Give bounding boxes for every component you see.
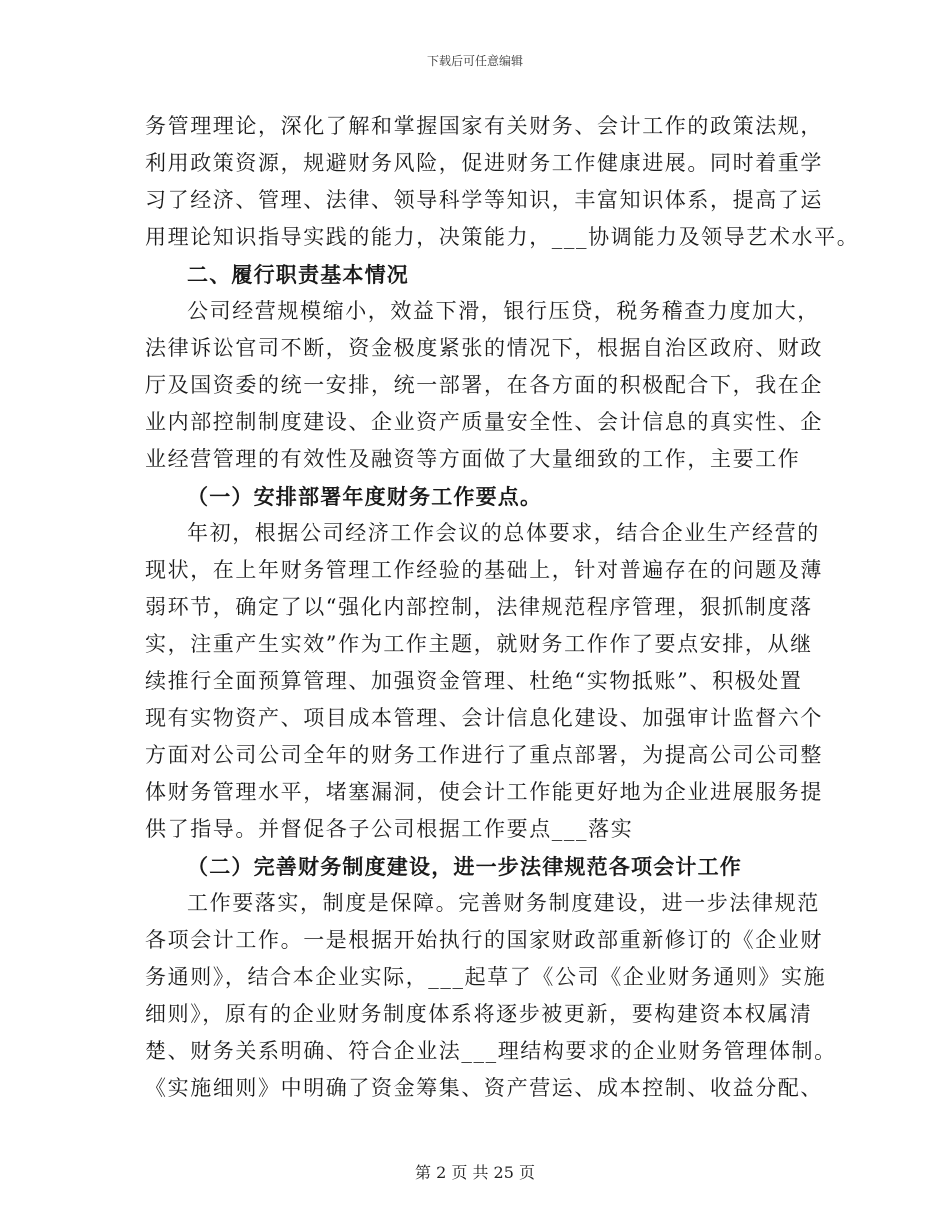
body-line: 现有实物资产、项目成本管理、会计信息化建设、加强审计监督六个	[145, 706, 823, 730]
body-line: 《实施细则》中明确了资金筹集、资产营运、成本控制、收益分配、	[145, 1076, 823, 1100]
body-line: 各项会计工作。一是根据开始执行的国家财政部重新修订的《企业财	[145, 928, 823, 952]
section-heading: 二、履行职责基本情况	[187, 262, 409, 287]
body-line: 利用政策资源，规避财务风险，促进财务工作健康进展。同时着重学	[145, 151, 823, 175]
body-line: 法律诉讼官司不断，资金极度紧张的情况下，根据自治区政府、财政	[145, 336, 823, 360]
body-line: 体财务管理水平，堵塞漏洞，使会计工作能更好地为企业进展服务提	[145, 780, 823, 804]
body-line: 续推行全面预算管理、加强资金管理、杜绝“实物抵账”、积极处置	[145, 669, 803, 693]
body-line: 细则》，原有的企业财务制度体系将逐步被更新，要构建资本权属清	[145, 1002, 813, 1026]
page-number: 第 2 页 共 25 页	[415, 1163, 535, 1182]
body-line: 习了经济、管理、法律、领导科学等知识，丰富知识体系，提高了运	[145, 188, 823, 212]
body-line: 楚、财务关系明确、符合企业法___理结构要求的企业财务管理体制。	[145, 1039, 837, 1063]
body-line: 厅及国资委的统一安排，统一部署，在各方面的积极配合下，我在企	[145, 373, 823, 397]
body-line: 实，注重产生实效”作为工作主题，就财务工作作了要点安排，从继	[145, 632, 813, 656]
paragraph-first-line: 工作要落实，制度是保障。完善财务制度建设，进一步法律规范	[187, 891, 820, 915]
subsection-heading: （一）安排部署年度财务工作要点。	[187, 484, 543, 509]
body-line: 业经营管理的有效性及融资等方面做了大量细致的工作，主要工作	[145, 447, 801, 471]
body-line: 用理论知识指导实践的能力，决策能力，___协调能力及领导艺术水平。	[145, 225, 860, 249]
body-line: 务管理理论，深化了解和掌握国家有关财务、会计工作的政策法规，	[145, 114, 823, 138]
body-line: 供了指导。并督促各子公司根据工作要点___落实	[145, 817, 634, 841]
page-header-note: 下载后可任意编辑	[426, 54, 523, 68]
subsection-heading: （二）完善财务制度建设，进一步法律规范各项会计工作	[187, 854, 742, 879]
body-line: 业内部控制制度建设、企业资产质量安全性、会计信息的真实性、企	[145, 410, 823, 434]
body-line: 弱环节，确定了以“强化内部控制，法律规范程序管理，狠抓制度落	[145, 595, 813, 619]
body-line: 务通则》，结合本企业实际，___起草了《公司《企业财务通则》实施	[145, 965, 827, 989]
body-line: 方面对公司公司全年的财务工作进行了重点部署，为提高公司公司整	[145, 743, 823, 767]
paragraph-first-line: 公司经营规模缩小，效益下滑，银行压贷，税务稽查力度加大，	[187, 299, 820, 323]
document-body	[145, 108, 860, 1107]
paragraph-first-line: 年初，根据公司经济工作会议的总体要求，结合企业生产经营的	[187, 521, 820, 545]
body-line: 现状，在上年财务管理工作经验的基础上，针对普遍存在的问题及薄	[145, 558, 823, 582]
